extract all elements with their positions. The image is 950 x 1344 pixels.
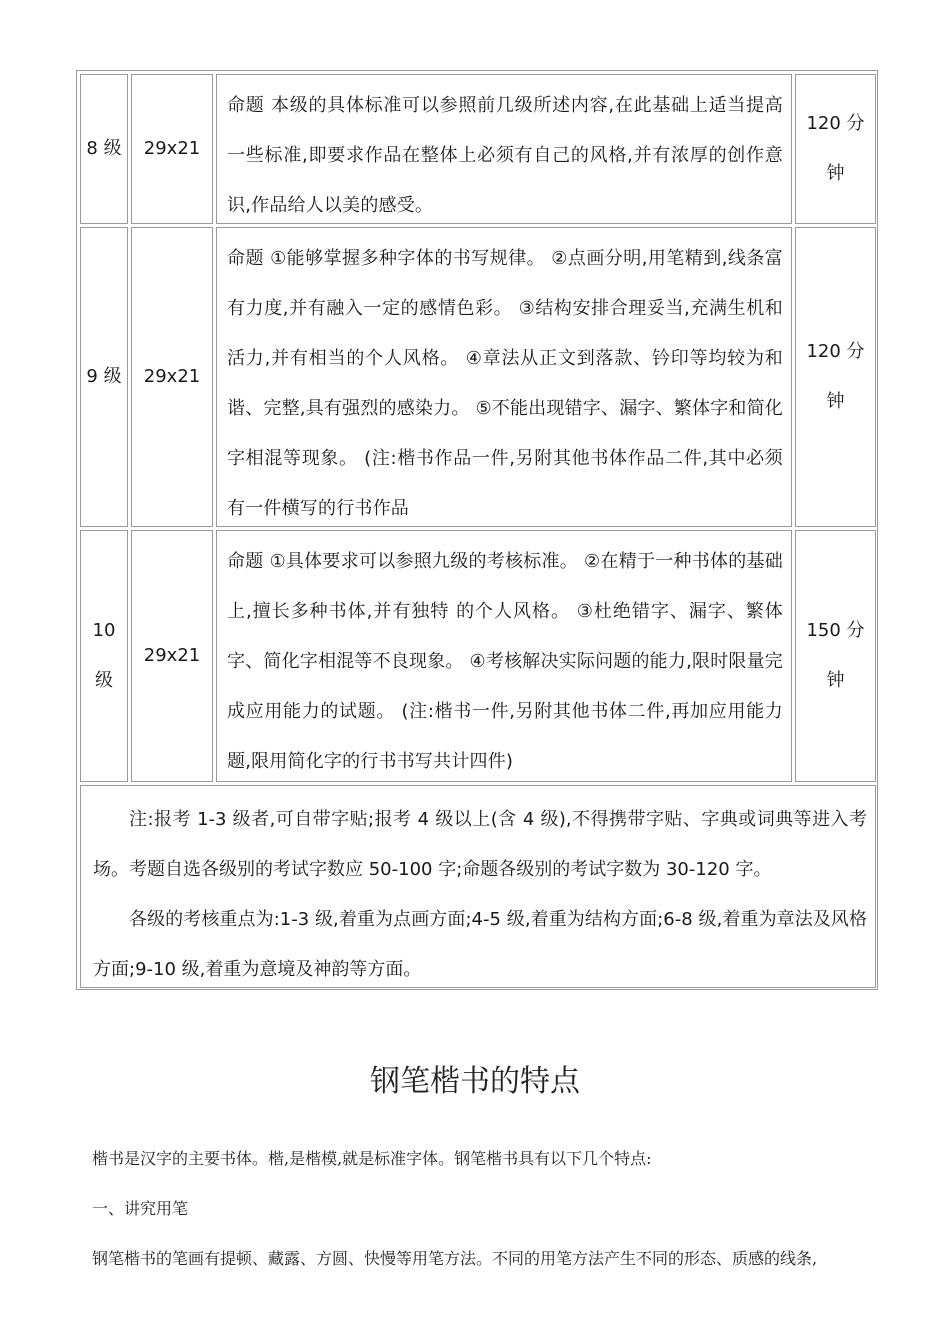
section-paragraph: 钢笔楷书的笔画有提顿、藏露、方圆、快慢等用笔方法。不同的用笔方法产生不同的形态、质感的线条, <box>92 1249 818 1268</box>
note-cell <box>80 785 876 988</box>
time-label: 150 分 <box>806 620 865 641</box>
size-cell-8 <box>131 74 213 224</box>
section-heading: 一、讲究用笔 <box>92 1199 189 1218</box>
note-paragraph-2: 各级的考核重点为:1-3 级,着重为点画方面;4-5 级,着重为结构方面;6-8 级,着重为章法及风格方面;9-10 级,着重为意境及神韵等方面。 <box>93 909 867 980</box>
exam-standards-table <box>76 70 878 990</box>
description-cell-8 <box>216 74 792 224</box>
time-cell-10 <box>795 530 876 782</box>
level-label: 8 级 <box>86 138 122 159</box>
article-title: 钢笔楷书的特点 <box>370 1064 580 1099</box>
note-paragraph-1: 注:报考 1-3 级者,可自带字贴;报考 4 级以上(含 4 级),不得携带字贴、字典或词典等进入考场。考题自选各级别的考试字数应 50-100 字;命题各级别的考试字数为 30-120 字。 <box>93 809 867 880</box>
time-label: 120 分 <box>806 113 865 134</box>
level-cell-10 <box>80 530 128 782</box>
description-text: 命题 ①能够掌握多种字体的书写规律。 ②点画分明,用笔精到,线条富有力度,并有融入一定的感情色彩。 ③结构安排合理妥当,充满生机和活力,并有相当的个人风格。 ④章法从正文到落款、钤印等均较为和谐、完整,具有强烈的感染力。 ⑤不能出现错字、漏字、繁体字和简化字相混等现象。 (注:楷书作品一件,另附其他书体作品二件,其中必须有一件横写的行书作品 <box>227 248 783 519</box>
time-cell-9 <box>795 227 876 527</box>
description-text: 命题 ①具体要求可以参照九级的考核标准。 ②在精于一种书体的基础上,擅长多种书体,并有独特 的个人风格。 ③杜绝错字、漏字、繁体字、简化字相混等不良现象。 ④考核解决实际问题的能力,限时限量完成应用能力的试题。 (注:楷书一件,另附其他书体二件,再加应用能力题,限用简化字的行书书写共计四件) <box>227 551 783 772</box>
level-cell-9 <box>80 227 128 527</box>
size-label: 29x21 <box>143 366 201 387</box>
time-cell-8 <box>795 74 876 224</box>
description-cell-10 <box>216 530 792 782</box>
size-label: 29x21 <box>143 645 201 666</box>
time-label: 120 分 <box>806 341 865 362</box>
description-text: 命题 本级的具体标准可以参照前几级所述内容,在此基础上适当提高一些标准,即要求作品在整体上必须有自己的风格,并有浓厚的创作意识,作品给人以美的感受。 <box>227 95 783 216</box>
size-cell-9 <box>131 227 213 527</box>
time-unit: 钟 <box>826 391 845 412</box>
size-cell-10 <box>131 530 213 782</box>
size-label: 29x21 <box>143 138 201 159</box>
level-number: 10 <box>92 620 116 641</box>
level-cell-8 <box>80 74 128 224</box>
level-label: 9 级 <box>86 366 122 387</box>
level-unit: 级 <box>95 670 113 691</box>
description-cell-9 <box>216 227 792 527</box>
time-unit: 钟 <box>826 670 845 691</box>
time-unit: 钟 <box>826 163 845 184</box>
article-intro: 楷书是汉字的主要书体。楷,是楷模,就是标准字体。钢笔楷书具有以下几个特点: <box>92 1149 652 1168</box>
